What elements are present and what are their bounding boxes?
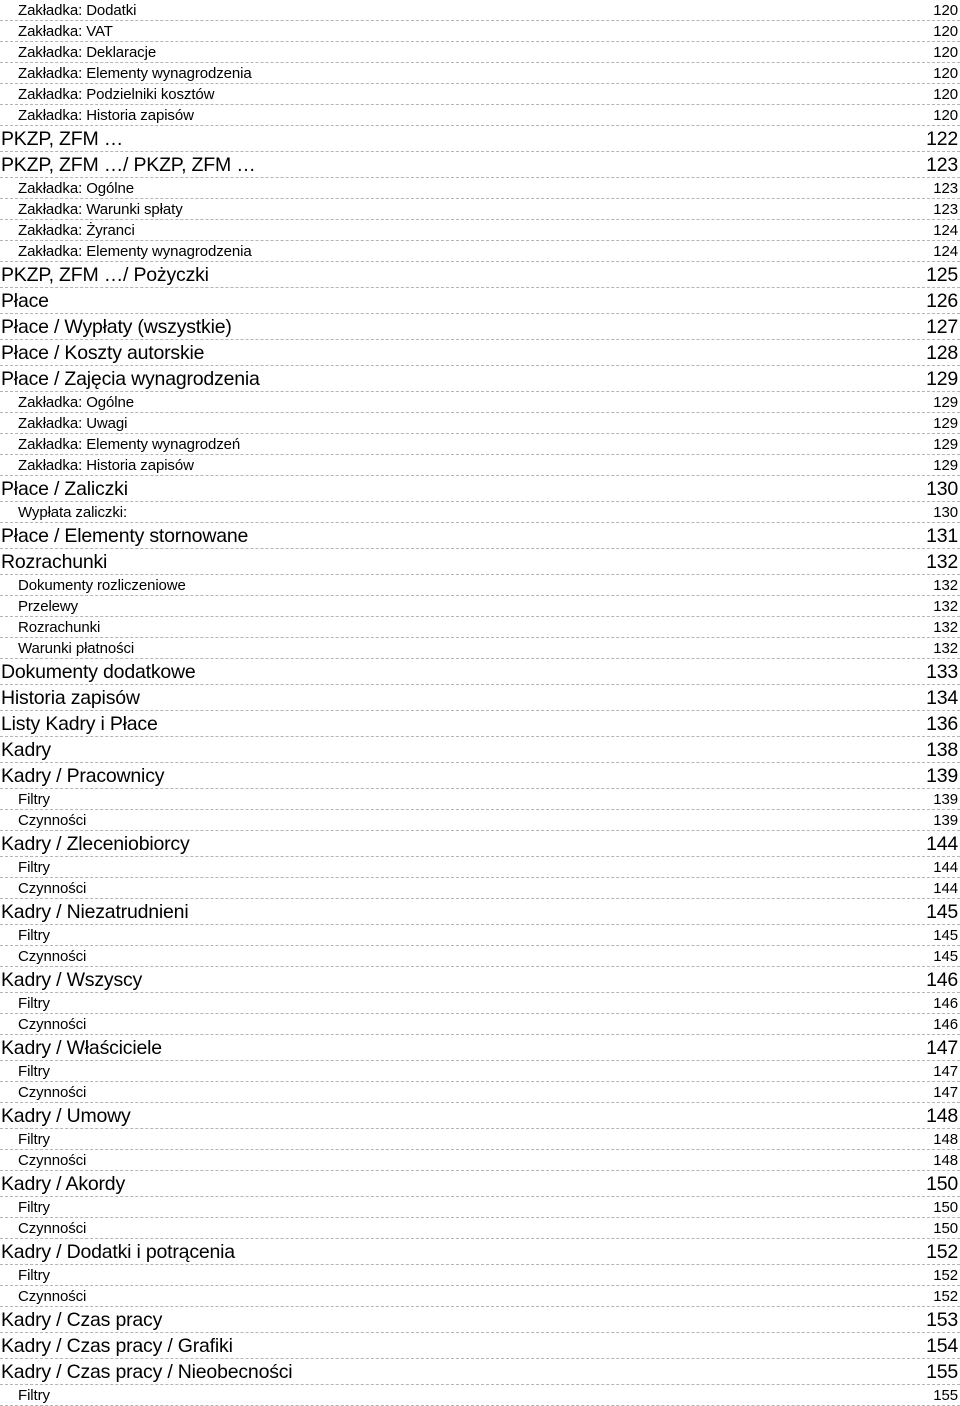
toc-page-number: 150 <box>933 1199 958 1216</box>
toc-entry[interactable] <box>0 366 960 392</box>
toc-entry-label: Płace / Koszty autorskie <box>1 341 205 364</box>
toc-entry-label: Zakładka: Elementy wynagrodzenia <box>18 65 252 82</box>
toc-page-number: 124 <box>933 222 958 239</box>
toc-entry-label: Kadry / Czas pracy / Grafiki <box>1 1334 233 1357</box>
toc-page-number: 136 <box>926 712 958 735</box>
toc-entry-label: Filtry <box>18 1267 50 1284</box>
toc-entry-label: Zakładka: Historia zapisów <box>18 107 194 124</box>
toc-entry[interactable] <box>0 763 960 789</box>
toc-entry-label: Kadry / Czas pracy / Nieobecności <box>1 1360 293 1383</box>
toc-subentry[interactable] <box>0 925 960 946</box>
toc-entry-label: Czynności <box>18 1084 87 1101</box>
toc-page-number: 152 <box>926 1240 958 1263</box>
toc-page-number: 128 <box>926 341 958 364</box>
toc-page-number: 129 <box>933 436 958 453</box>
toc-entry[interactable] <box>0 1103 960 1129</box>
toc-entry[interactable] <box>0 262 960 288</box>
toc-entry-label: Historia zapisów <box>1 686 140 709</box>
toc-entry-label: Filtry <box>18 995 50 1012</box>
toc-entry[interactable] <box>0 1239 960 1265</box>
toc-subentry[interactable] <box>0 1129 960 1150</box>
toc-entry[interactable] <box>0 1359 960 1385</box>
toc-entry-label: Kadry / Dodatki i potrącenia <box>1 1240 235 1263</box>
toc-subentry[interactable] <box>0 392 960 413</box>
toc-subentry[interactable] <box>0 1014 960 1035</box>
toc-entry-label: Filtry <box>18 1199 50 1216</box>
toc-entry[interactable] <box>0 288 960 314</box>
toc-subentry[interactable] <box>0 434 960 455</box>
toc-subentry[interactable] <box>0 638 960 659</box>
toc-entry-label: Kadry / Niezatrudnieni <box>1 900 189 923</box>
toc-entry-label: Czynności <box>18 812 87 829</box>
toc-subentry[interactable] <box>0 21 960 42</box>
toc-entry[interactable] <box>0 152 960 178</box>
toc-page-number: 120 <box>933 86 958 103</box>
toc-entry[interactable] <box>0 1171 960 1197</box>
toc-entry[interactable] <box>0 1333 960 1359</box>
toc-entry-label: Czynności <box>18 1288 87 1305</box>
toc-entry[interactable] <box>0 711 960 737</box>
toc-page-number: 150 <box>926 1172 958 1195</box>
toc-entry-label: Zakładka: Deklaracje <box>18 44 157 61</box>
toc-subentry[interactable] <box>0 617 960 638</box>
toc-entry-label: Kadry / Umowy <box>1 1104 131 1127</box>
toc-entry-label: Czynności <box>18 1152 87 1169</box>
toc-page-number: 127 <box>926 315 958 338</box>
toc-entry[interactable] <box>0 1035 960 1061</box>
toc-entry[interactable] <box>0 899 960 925</box>
toc-page-number: 120 <box>933 65 958 82</box>
toc-entry-label: Zakładka: Dodatki <box>18 2 137 19</box>
toc-entry-label: Zakładka: Ogólne <box>18 180 134 197</box>
toc-entry-label: Kadry / Właściciele <box>1 1036 162 1059</box>
toc-entry[interactable] <box>0 126 960 152</box>
toc-page-number: 132 <box>933 619 958 636</box>
toc-subentry[interactable] <box>0 1286 960 1307</box>
toc-subentry[interactable] <box>0 810 960 831</box>
toc-entry[interactable] <box>0 967 960 993</box>
toc-page-number: 148 <box>933 1152 958 1169</box>
toc-page-number: 152 <box>933 1288 958 1305</box>
toc-page-number: 131 <box>926 524 958 547</box>
toc-entry-label: PKZP, ZFM … <box>1 127 124 150</box>
toc-subentry[interactable] <box>0 0 960 21</box>
toc-subentry[interactable] <box>0 199 960 220</box>
toc-page-number: 139 <box>933 812 958 829</box>
toc-subentry[interactable] <box>0 878 960 899</box>
toc-page-number: 125 <box>926 263 958 286</box>
toc-page-number: 153 <box>926 1308 958 1331</box>
toc-entry-label: Płace / Zaliczki <box>1 477 128 500</box>
toc-entry-label: Filtry <box>18 1131 50 1148</box>
toc-page-number: 130 <box>933 504 958 521</box>
toc-entry[interactable] <box>0 737 960 763</box>
toc-subentry[interactable] <box>0 1197 960 1218</box>
toc-subentry[interactable] <box>0 1385 960 1406</box>
toc-entry-label: Dokumenty rozliczeniowe <box>18 577 186 594</box>
toc-entry-label: Zakładka: Historia zapisów <box>18 457 194 474</box>
toc-page-number: 120 <box>933 44 958 61</box>
toc-entry-label: Czynności <box>18 880 87 897</box>
toc-page-number: 146 <box>926 968 958 991</box>
toc-subentry[interactable] <box>0 575 960 596</box>
toc-page-number: 120 <box>933 2 958 19</box>
toc-page-number: 130 <box>926 477 958 500</box>
toc-entry-label: Przelewy <box>18 598 79 615</box>
toc-page-number: 148 <box>933 1131 958 1148</box>
toc-page-number: 126 <box>926 289 958 312</box>
toc-subentry[interactable] <box>0 42 960 63</box>
toc-entry-label: Wypłata zaliczki: <box>18 504 128 521</box>
toc-page-number: 120 <box>933 23 958 40</box>
toc-page-number: 155 <box>933 1387 958 1404</box>
toc-subentry[interactable] <box>0 1061 960 1082</box>
toc-subentry[interactable] <box>0 105 960 126</box>
toc-entry-label: Zakładka: Warunki spłaty <box>18 201 183 218</box>
toc-entry-label: Filtry <box>18 1387 50 1404</box>
toc-page-number: 145 <box>926 900 958 923</box>
toc-page-number: 129 <box>933 457 958 474</box>
toc-entry-label: Zakładka: Elementy wynagrodzeń <box>18 436 241 453</box>
toc-entry[interactable] <box>0 549 960 575</box>
toc-page-number: 138 <box>926 738 958 761</box>
toc-entry[interactable] <box>0 659 960 685</box>
toc-entry-label: Zakładka: Żyranci <box>18 222 135 239</box>
toc-page-number: 123 <box>933 180 958 197</box>
toc-page-number: 144 <box>926 832 958 855</box>
toc-entry-label: PKZP, ZFM …/ PKZP, ZFM … <box>1 153 256 176</box>
toc-page-number: 147 <box>926 1036 958 1059</box>
toc-entry-label: Kadry / Wszyscy <box>1 968 143 991</box>
toc-entry-label: Filtry <box>18 1063 50 1080</box>
toc-entry[interactable] <box>0 523 960 549</box>
toc-subentry[interactable] <box>0 413 960 434</box>
toc-page-number: 124 <box>933 243 958 260</box>
toc-subentry[interactable] <box>0 502 960 523</box>
toc-page-number: 144 <box>933 859 958 876</box>
toc-subentry[interactable] <box>0 455 960 476</box>
toc-page-number: 134 <box>926 686 958 709</box>
toc-entry[interactable] <box>0 340 960 366</box>
toc-subentry[interactable] <box>0 789 960 810</box>
toc-page-number: 147 <box>933 1084 958 1101</box>
toc-subentry[interactable] <box>0 241 960 262</box>
toc-page-number: 155 <box>926 1360 958 1383</box>
toc-page-number: 132 <box>933 598 958 615</box>
toc-page-number: 150 <box>933 1220 958 1237</box>
toc-subentry[interactable] <box>0 178 960 199</box>
toc-entry-label: Rozrachunki <box>1 550 108 573</box>
toc-entry-label: Płace <box>1 289 49 312</box>
toc-entry-label: Dokumenty dodatkowe <box>1 660 196 683</box>
toc-page-number: 123 <box>926 153 958 176</box>
toc-entry[interactable] <box>0 476 960 502</box>
toc-subentry[interactable] <box>0 84 960 105</box>
toc-entry[interactable] <box>0 1307 960 1333</box>
toc-page-number: 132 <box>926 550 958 573</box>
toc-entry-label: Płace / Elementy stornowane <box>1 524 249 547</box>
toc-page-number: 139 <box>926 764 958 787</box>
toc-entry-label: Zakładka: Uwagi <box>18 415 128 432</box>
toc-page-number: 148 <box>926 1104 958 1127</box>
toc-entry-label: Kadry / Czas pracy <box>1 1308 163 1331</box>
toc-entry-label: Kadry <box>1 738 51 761</box>
toc-entry-label: Czynności <box>18 1016 87 1033</box>
toc-page-number: 132 <box>933 640 958 657</box>
toc-page-number: 129 <box>933 415 958 432</box>
toc-entry-label: Filtry <box>18 791 50 808</box>
toc-entry-label: Zakładka: VAT <box>18 23 113 40</box>
toc-entry-label: Filtry <box>18 927 50 944</box>
toc-entry[interactable] <box>0 685 960 711</box>
toc-page-number: 122 <box>926 127 958 150</box>
toc-subentry[interactable] <box>0 857 960 878</box>
toc-entry-label: Zakładka: Elementy wynagrodzenia <box>18 243 252 260</box>
toc-entry-label: Czynności <box>18 1220 87 1237</box>
toc-entry-label: Kadry / Pracownicy <box>1 764 165 787</box>
toc-subentry[interactable] <box>0 63 960 84</box>
toc-entry-label: Płace / Wypłaty (wszystkie) <box>1 315 232 338</box>
toc-entry[interactable] <box>0 831 960 857</box>
toc-page-number: 145 <box>933 948 958 965</box>
toc-subentry[interactable] <box>0 1218 960 1239</box>
toc-page-number: 133 <box>926 660 958 683</box>
toc-entry-label: Zakładka: Ogólne <box>18 394 134 411</box>
toc-page-number: 147 <box>933 1063 958 1080</box>
toc-entry-label: Kadry / Zleceniobiorcy <box>1 832 190 855</box>
toc-page-number: 139 <box>933 791 958 808</box>
toc-page-number: 129 <box>926 367 958 390</box>
toc-page-number: 146 <box>933 1016 958 1033</box>
toc-entry-label: Kadry / Akordy <box>1 1172 126 1195</box>
toc-subentry[interactable] <box>0 1150 960 1171</box>
toc-entry-label: PKZP, ZFM …/ Pożyczki <box>1 263 209 286</box>
toc-subentry[interactable] <box>0 220 960 241</box>
toc-entry-label: Czynności <box>18 948 87 965</box>
toc-page-number: 144 <box>933 880 958 897</box>
toc-subentry[interactable] <box>0 596 960 617</box>
toc-subentry[interactable] <box>0 1082 960 1103</box>
toc-page-number: 154 <box>926 1334 958 1357</box>
toc-page-number: 132 <box>933 577 958 594</box>
toc-entry-label: Listy Kadry i Płace <box>1 712 158 735</box>
toc-entry-label: Rozrachunki <box>18 619 101 636</box>
toc-page-number: 152 <box>933 1267 958 1284</box>
toc-entry-label: Filtry <box>18 859 50 876</box>
toc-entry-label: Zakładka: Podzielniki kosztów <box>18 86 215 103</box>
toc-entry[interactable] <box>0 314 960 340</box>
toc-page-number: 146 <box>933 995 958 1012</box>
toc-subentry[interactable] <box>0 1265 960 1286</box>
toc-subentry[interactable] <box>0 946 960 967</box>
toc-page-number: 123 <box>933 201 958 218</box>
toc-page-number: 120 <box>933 107 958 124</box>
toc-page-number: 129 <box>933 394 958 411</box>
toc-page-number: 145 <box>933 927 958 944</box>
toc-entry-label: Płace / Zajęcia wynagrodzenia <box>1 367 260 390</box>
toc-entry-label: Warunki płatności <box>18 640 135 657</box>
toc-subentry[interactable] <box>0 993 960 1014</box>
